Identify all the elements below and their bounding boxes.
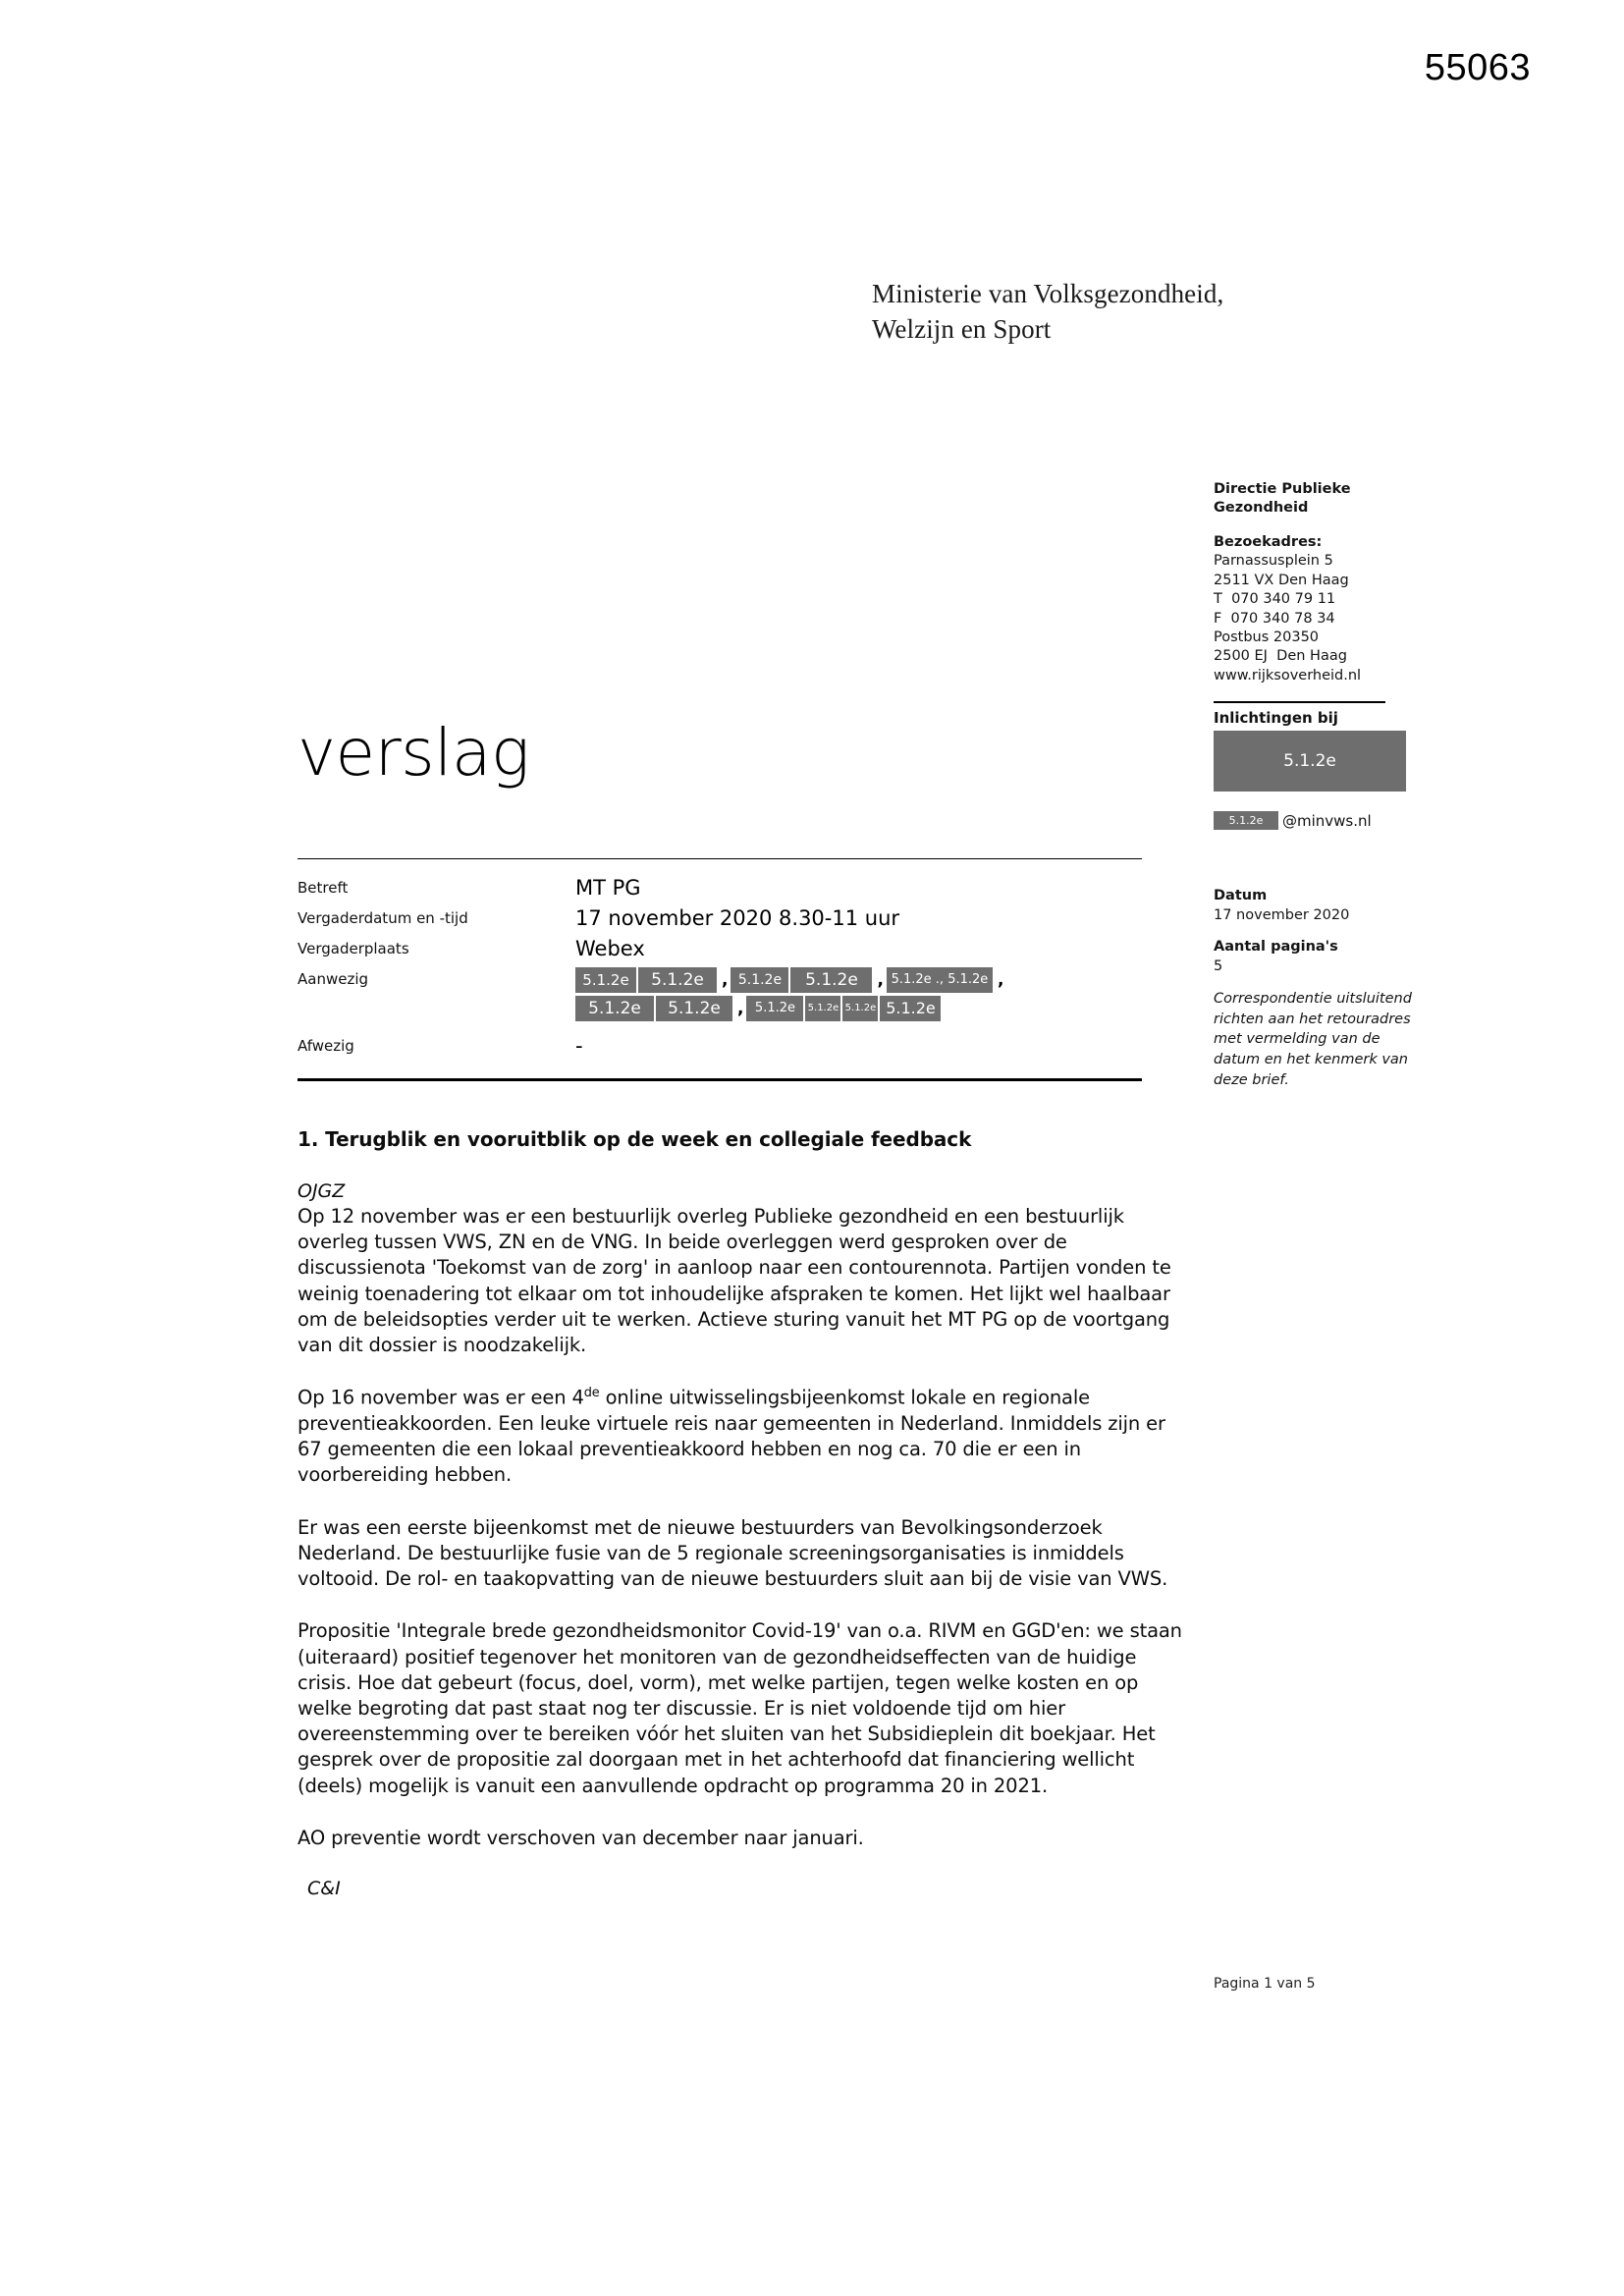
attendee-separator: , (997, 970, 1004, 991)
meta-label: Vergaderplaats (298, 940, 409, 958)
attendees-row (575, 996, 1152, 1021)
redacted-attendee: 5.1.2e (746, 996, 803, 1021)
information-heading: Inlichtingen bij (1214, 709, 1338, 727)
date-value: 17 november 2020 (1214, 906, 1350, 923)
paragraph: Er was een eerste bijeenkomst met de nieuwe bestuurders van Bevolkingsonderzoek Nederland. De bestuurlijke fusie van de 5 regionale screeningsorganisaties is inmiddels voltooid. De rol- en taakopvatting van de nieuwe bestuurders sluit aan bij de visie van VWS. (298, 1515, 1168, 1591)
redacted-attendee: 5.1.2e (656, 996, 732, 1021)
address-line: F 070 340 78 34 (1214, 610, 1335, 627)
section-heading: 1. Terugblik en vooruitblik op de week en collegiale feedback (298, 1127, 972, 1151)
redacted-attendee: 5.1.2e (638, 967, 717, 993)
page-title: verslag (298, 715, 530, 791)
meta-row-absent (298, 1034, 1152, 1058)
address-line: Postbus 20350 (1214, 629, 1320, 645)
meta-label: Betreft (298, 879, 349, 897)
meta-value: 17 november 2020 8.30-11 uur (575, 906, 900, 931)
meta-label: Vergaderdatum en -tijd (298, 909, 468, 928)
meta-label: Afwezig (298, 1037, 354, 1056)
meta-label: Aanwezig (298, 970, 369, 989)
address-line: 2511 VX Den Haag (1214, 572, 1349, 588)
pages-value: 5 (1214, 957, 1223, 974)
visiting-address-heading: Bezoekadres: (1214, 533, 1323, 550)
paragraph-pre: Op 16 november was er een 4 (298, 1386, 584, 1409)
sidebar-contact-block (1214, 480, 1410, 700)
address-line: 2500 EJ Den Haag (1214, 648, 1347, 665)
meta-value: - (575, 1034, 583, 1059)
document-body (298, 1127, 1186, 1899)
pages-heading: Aantal pagina's (1214, 939, 1338, 956)
redacted-attendee: 5.1.2e (842, 996, 878, 1021)
directorate-heading-line-2: Gezondheid (1214, 500, 1309, 517)
address-line: www.rijksoverheid.nl (1214, 667, 1362, 683)
redacted-attendee: 5.1.2e (880, 996, 941, 1021)
page-footer: Pagina 1 van 5 (1214, 1976, 1316, 1992)
visiting-address-block (1214, 533, 1410, 685)
redacted-attendee: 5.1.2e (805, 996, 840, 1021)
divider-below-meta (298, 1078, 1142, 1081)
attendees-row (575, 967, 1152, 993)
meta-value: Webex (575, 937, 645, 961)
address-line: T 070 340 79 11 (1214, 591, 1336, 608)
redacted-attendee: 5.1.2e (731, 967, 788, 993)
directorate-heading-line-1: Directie Publieke (1214, 481, 1351, 497)
meeting-meta-table (298, 876, 1152, 1066)
redacted-attendee: 5.1.2e (575, 996, 654, 1021)
ordinal-suffix: de (583, 1386, 600, 1401)
attendees-redaction-list (575, 967, 1152, 1024)
paragraph: Propositie 'Integrale brede gezondheidsmonitor Covid-19' van o.a. RIVM en GGD'en: we staan (uiteraard) positief tegenover het monitoren van de gezondheidseffecten van de huidige crisis. Hoe dat gebeurt (focus, doel, vorm), met welke partijen, tegen welke kosten en op welke begroting dat past staat nog ter discussie. Er is niet voldoende tijd om hier overeenstemming over te bereiken vóór het sluiten van het Subsidieplein dit boekjaar. Het gesprek over de propositie zal doorgaan met in het achterhoofd dat financiering wellicht (deels) mogelijk is vanuit een aanvullende opdracht op programma 20 in 2021. (298, 1619, 1182, 1797)
redacted-email-user: 5.1.2e (1214, 811, 1278, 830)
date-heading: Datum (1214, 888, 1268, 903)
redacted-contact-name: 5.1.2e (1214, 731, 1406, 792)
attendee-separator: , (877, 970, 884, 991)
ministry-logo-text (872, 277, 1223, 347)
divider-above-meta (298, 858, 1142, 859)
paragraph-with-superscript (298, 1385, 1186, 1488)
divider-inlichtingen (1214, 701, 1385, 703)
ministry-line-2: Welzijn en Sport (872, 313, 1052, 344)
email-domain: @minvws.nl (1282, 811, 1372, 830)
attendee-separator: , (737, 999, 744, 1019)
attendee-separator: , (722, 970, 729, 991)
meta-row (298, 937, 1152, 960)
paragraph: Op 12 november was er een bestuurlijk overleg Publieke gezondheid en een bestuurlijk overleg tussen VWS, ZN en de VNG. In beide overleggen werd gesproken over de discussienota 'Toekomst van de zorg' in aanloop naar een contourennota. Partijen vonden te weinig toenadering tot elkaar om tot inhoudelijke afspraken te komen. Het lijkt wel haalbaar om de beleidsopties verder uit te werken. Actieve sturing vanuit het MT PG op de voortgang van dit dossier is noodzakelijk. (298, 1205, 1171, 1357)
paragraph-post: online uitwisselingsbijeenkomst lokale en regionale preventieakkoorden. Een leuke virtuele reis naar gemeenten in Nederland. Inmiddels zijn er 67 gemeenten die een lokaal preventieakkoord hebben en nog ca. 70 die er een in voorbereiding hebben. (298, 1386, 1165, 1487)
subheading-ojgz: OJGZ (298, 1180, 346, 1202)
directorate-block (1214, 480, 1410, 519)
subheading-ci: C&I (307, 1878, 341, 1900)
redacted-attendee: 5.1.2e (575, 967, 636, 993)
redacted-attendee: 5.1.2e (790, 967, 872, 993)
redacted-email-row (1214, 811, 1372, 830)
address-line: Parnassusplein 5 (1214, 553, 1333, 570)
correspondence-note: Correspondentie uitsluitend richten aan het retouradres met vermelding van de datum en het kenmerk van deze brief. (1214, 991, 1412, 1088)
sidebar-date-block (1214, 887, 1420, 1090)
meta-value: MT PG (575, 876, 641, 900)
paragraph: AO preventie wordt verschoven van december naar januari. (298, 1826, 864, 1849)
document-number: 55063 (1424, 47, 1531, 88)
meta-row (298, 876, 1152, 900)
meta-row (298, 906, 1152, 930)
ministry-line-1: Ministerie van Volksgezondheid, (872, 279, 1224, 308)
meta-row-attendees (298, 967, 1152, 1024)
redacted-attendee: 5.1.2e ., 5.1.2e (887, 967, 993, 993)
